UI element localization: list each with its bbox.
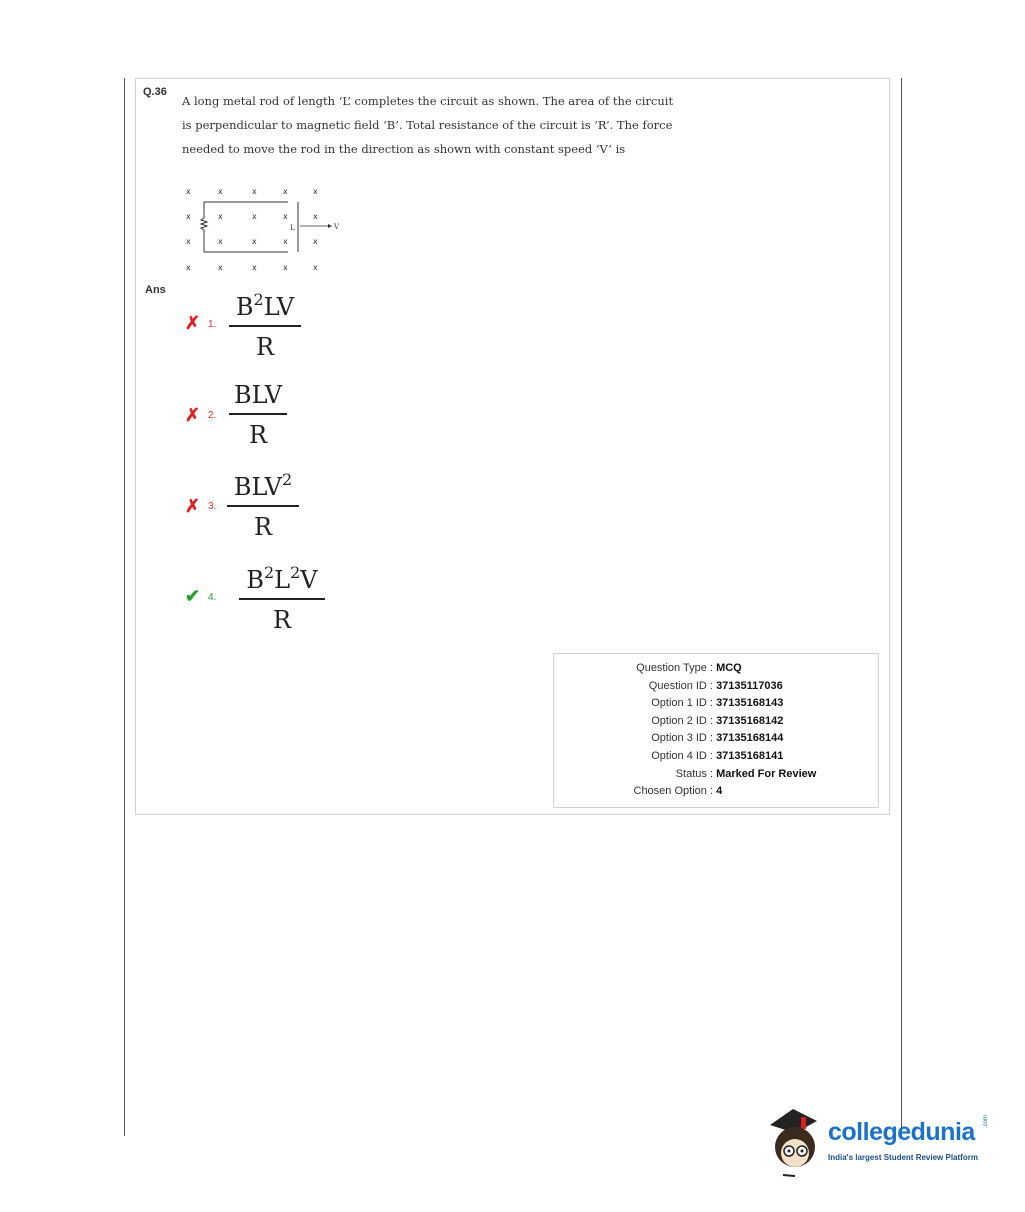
info-option1-id — [560, 697, 783, 709]
option-3-formula[interactable] — [227, 470, 299, 541]
numerator-b: B — [235, 293, 254, 321]
denominator: R — [255, 333, 275, 361]
magnetic-field-mark: x — [252, 212, 257, 221]
magnetic-field-mark: x — [186, 187, 191, 196]
info-question-id — [560, 680, 783, 692]
magnetic-field-mark: x — [313, 187, 318, 196]
option-number: 1. — [208, 319, 217, 330]
info-value: 37135168144 — [716, 732, 784, 744]
page-right-rule — [901, 78, 902, 1136]
info-status — [560, 768, 816, 780]
info-value: 37135168143 — [716, 697, 784, 709]
superscript: 2 — [253, 290, 264, 309]
info-value: Marked For Review — [716, 768, 817, 780]
option-4-formula[interactable] — [239, 563, 325, 634]
info-value: 37135168141 — [716, 750, 784, 762]
info-label: Question ID : — [648, 680, 713, 692]
superscript: 2 — [263, 563, 275, 582]
circuit-diagram — [170, 180, 360, 280]
question-line: is perpendicular to magnetic field ‘B’. Total resistance of the circuit is ‘R’. The force — [182, 118, 673, 132]
info-option3-id — [560, 732, 783, 744]
correct-check-icon: ✔ — [185, 586, 201, 606]
wrong-mark-icon: ✗ — [185, 405, 201, 425]
info-label: Chosen Option : — [633, 785, 713, 797]
resistor — [201, 218, 207, 230]
superscript: 2 — [281, 470, 293, 489]
magnetic-field-mark: x — [252, 237, 257, 246]
info-option2-id — [560, 715, 783, 727]
magnetic-field-mark: x — [313, 212, 318, 221]
numerator-rest: LV — [263, 293, 295, 321]
info-value: MCQ — [716, 662, 742, 674]
answer-label: Ans — [145, 284, 166, 296]
magnetic-field-mark: x — [313, 237, 318, 246]
info-value: 37135117036 — [716, 680, 783, 692]
rod-length-label: L — [290, 224, 295, 232]
numerator-rest: V — [300, 566, 318, 594]
magnetic-field-mark: x — [218, 187, 223, 196]
denominator: R — [248, 421, 268, 449]
magnetic-field-mark: x — [313, 263, 318, 272]
numerator: BLV — [233, 473, 282, 501]
numerator: BLV — [233, 381, 283, 409]
wrong-mark-icon: ✗ — [185, 496, 201, 516]
magnetic-field-mark: x — [186, 263, 191, 272]
info-label: Option 4 ID : — [651, 750, 713, 762]
magnetic-field-mark: x — [283, 237, 288, 246]
info-label: Option 1 ID : — [651, 697, 713, 709]
velocity-arrowhead — [328, 224, 332, 228]
info-label: Status : — [675, 768, 713, 780]
info-value: 37135168142 — [716, 715, 784, 727]
page-left-rule — [124, 78, 125, 1136]
info-question-type — [560, 662, 742, 674]
wrong-mark-icon: ✗ — [185, 313, 201, 333]
option-number: 2. — [208, 410, 217, 421]
magnetic-field-mark: x — [283, 187, 288, 196]
question-line: A long metal rod of length ‘L’ completes the circuit as shown. The area of the circuit — [182, 94, 674, 108]
option-number: 3. — [208, 501, 217, 512]
info-value: 4 — [716, 785, 723, 797]
question-number: Q.36 — [143, 86, 167, 98]
option-number: 4. — [208, 592, 217, 603]
magnetic-field-mark: x — [218, 263, 223, 272]
magnetic-field-mark: x — [283, 263, 288, 272]
logo-suffix: .com — [983, 1114, 989, 1128]
info-option4-id — [560, 750, 783, 762]
info-label: Option 3 ID : — [651, 732, 713, 744]
denominator: R — [253, 513, 273, 541]
magnetic-field-mark: x — [186, 212, 191, 221]
info-label: Option 2 ID : — [651, 715, 713, 727]
magnetic-field-mark: x — [186, 237, 191, 246]
magnetic-field-mark: x — [252, 187, 257, 196]
magnetic-field-mark: x — [283, 212, 288, 221]
info-chosen-option — [560, 785, 722, 797]
logo-tagline: India's largest Student Review Platform — [828, 1153, 978, 1162]
question-line: needed to move the rod in the direction as shown with constant speed ‘V’ is — [182, 142, 626, 156]
numerator-b: B — [246, 566, 264, 594]
magnetic-field-mark: x — [218, 212, 223, 221]
denominator: R — [272, 606, 292, 634]
question-text — [182, 89, 674, 161]
magnetic-field-mark: x — [252, 263, 257, 272]
logo-wordmark: collegedunia — [828, 1118, 975, 1146]
velocity-label: V — [334, 223, 340, 231]
info-label: Question Type : — [636, 662, 713, 674]
numerator-l: L — [274, 566, 291, 594]
superscript: 2 — [290, 563, 301, 582]
option-2-formula[interactable] — [229, 381, 287, 449]
option-1-formula[interactable] — [229, 290, 301, 361]
magnetic-field-mark: x — [218, 237, 223, 246]
